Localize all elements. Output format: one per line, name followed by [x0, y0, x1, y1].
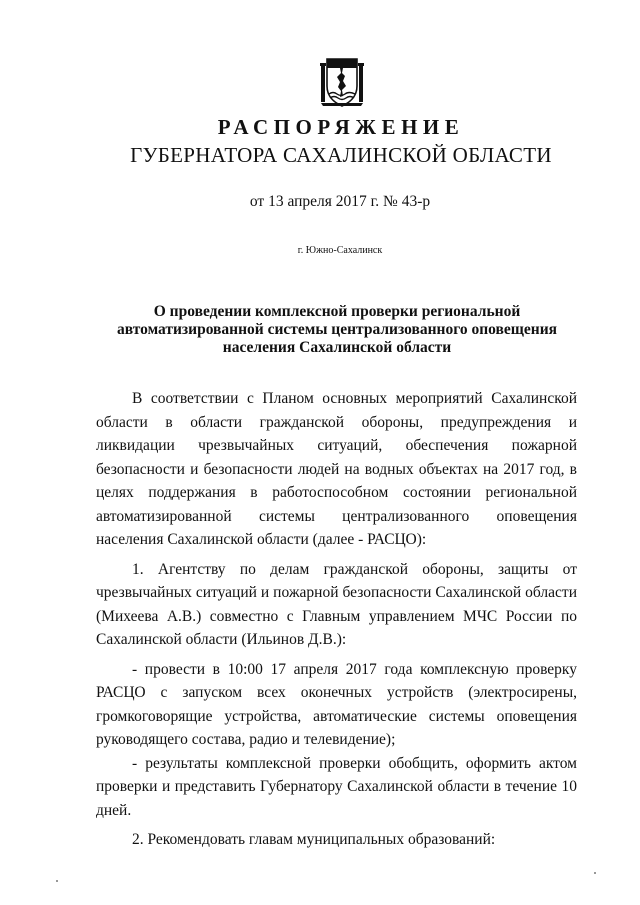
scan-artifact — [594, 872, 596, 874]
document-date-number: от 13 апреля 2017 г. № 43-р — [249, 193, 431, 210]
heading-line: О проведении комплексной проверки региональной — [153, 303, 521, 320]
scan-artifact — [56, 880, 58, 882]
body-paragraph-preamble: В соответствии с Планом основных мероприятий Сахалинской области в области гражданской обороны, предупреждения и ликвидации чрезвычайных ситуаций, обеспечения пожарной безопасности и безопасности людей на водных объектах на 2017 год, в целях поддержания в работоспособном состоянии региональной автоматизированной системы централизованного оповещения населения Сахалинской области (далее - РАСЦО): — [96, 390, 577, 548]
heading-line: автоматизированной системы централизованного оповещения — [116, 321, 558, 338]
body-paragraph-item-2: 2. Рекомендовать главам муниципальных образований: — [132, 831, 496, 848]
body-paragraph-item-1: 1. Агентству по делам гражданской обороны, защиты от чрезвычайных ситуаций и пожарной безопасности Сахалинской области (Михеева А.В.) совместно с Главным управлением МЧС России по Сахалинской области (Ильинов Д.В.): — [96, 560, 577, 648]
sakhalin-coat-of-arms-icon — [319, 56, 365, 108]
document-place: г. Южно-Сахалинск — [297, 245, 383, 256]
issuing-authority: ГУБЕРНАТОРА САХАЛИНСКОЙ ОБЛАСТИ — [130, 143, 552, 167]
body-paragraph-subitem: - результаты комплексной проверки обобщить, оформить актом проверки и представить Губернатору Сахалинской области в течение 10 дней. — [96, 754, 577, 819]
document-type-title: РАСПОРЯЖЕНИЕ — [217, 115, 465, 139]
document-heading — [110, 303, 564, 357]
body-paragraph-subitem: - провести в 10:00 17 апреля 2017 года комплексную проверку РАСЦО с запуском всех оконечных устройств (электросирены, громкоговорящие устройства, автоматические системы оповещения руководящего состава, радио и телевидение); — [96, 660, 577, 748]
document-body — [96, 387, 577, 852]
heading-line: населения Сахалинской области — [222, 339, 452, 356]
